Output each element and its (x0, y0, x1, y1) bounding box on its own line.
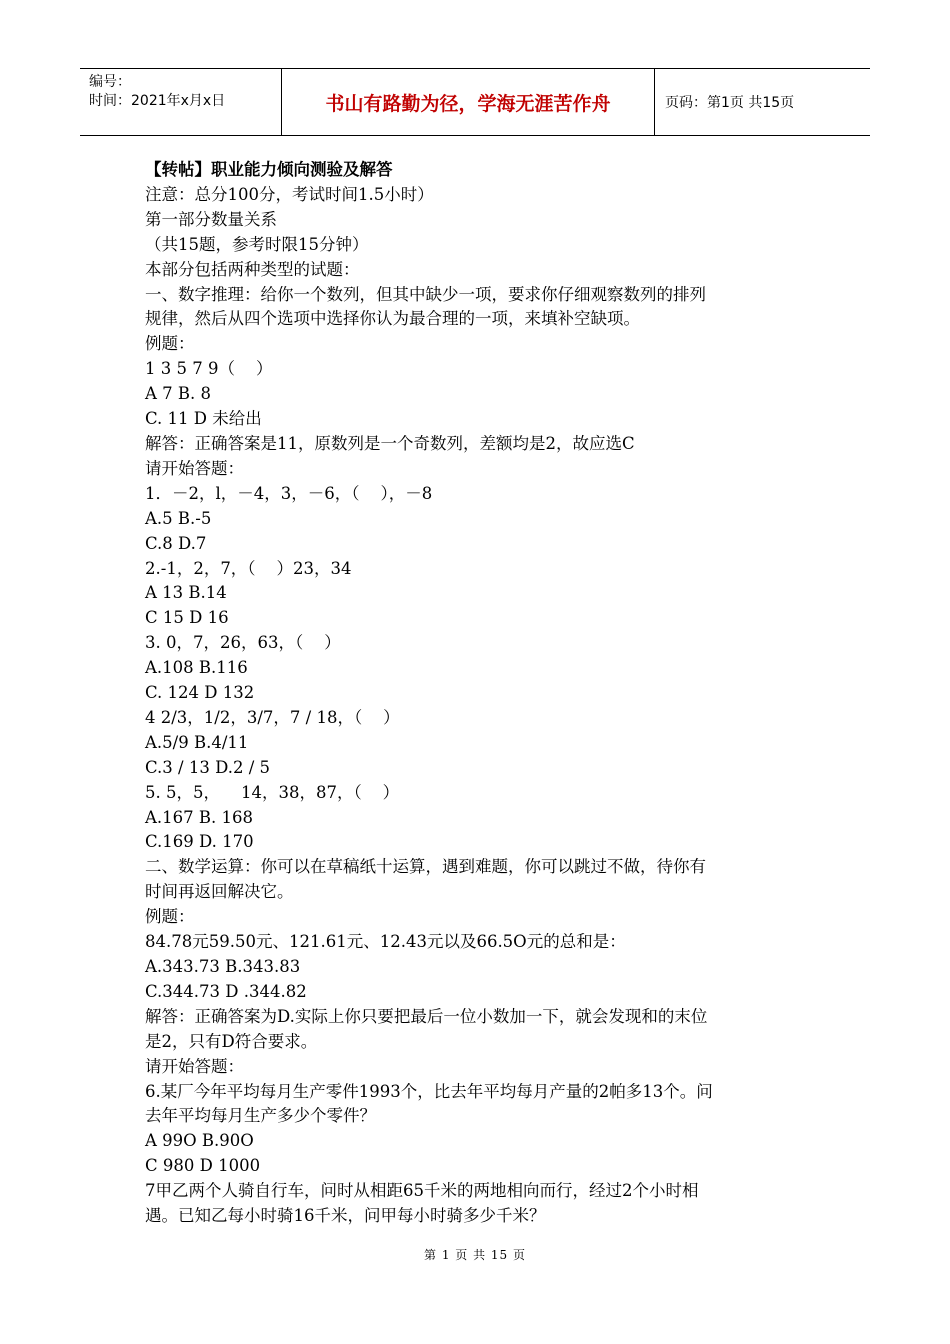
text-line: C.344.73 D .344.82 (145, 981, 307, 1001)
header-page-info: 页码：第1页 共15页 (665, 95, 795, 111)
text-line: 4 2/3，1/2，3/7，7 / 18，（ ） (145, 707, 400, 727)
text-line: 5. 5，5， 14，38，87，（ ） (145, 782, 400, 802)
text-line: 时间再返回解决它。 (145, 882, 294, 902)
text-line: 解答：正确答案为D.实际上你只要把最后一位小数加一下，就会发现和的末位 (145, 1006, 708, 1026)
text-line: C.8 D.7 (145, 533, 207, 553)
text-line: C. 124 D 132 (145, 683, 255, 703)
text-line: C.169 D. 170 (145, 832, 254, 852)
text-line: （共15题，参考时限15分钟） (145, 234, 369, 254)
text-line: 例题： (145, 334, 195, 354)
text-line: A.343.73 B.343.83 (145, 957, 301, 976)
text-line: A 13 B.14 (145, 583, 227, 603)
text-line: A.5/9 B.4/11 (145, 732, 249, 752)
text-line: 1 3 5 7 9（ ） (145, 359, 273, 379)
page-footer: 第 1 页 共 15 页 (424, 1248, 526, 1262)
text-line: A.108 B.116 (145, 658, 248, 678)
text-line: 遇。已知乙每小时骑16千米，问甲每小时骑多少千米？ (145, 1206, 546, 1226)
header-motto: 书山有路勤为径，学海无涯苦作舟 (282, 69, 655, 135)
text-line: A 7 B. 8 (145, 384, 212, 404)
text-line: 解答：正确答案是11，原数列是一个奇数列，差额均是2，故应选C (145, 433, 635, 453)
text-line: 6.某厂今年平均每月生产零件1993个，比去年平均每月产量的2帕多13个。问 (145, 1081, 713, 1101)
text-line: 请开始答题： (145, 458, 244, 478)
page-header (80, 68, 870, 136)
text-line: A.167 B. 168 (145, 807, 254, 827)
text-line: 去年平均每月生产多少个零件？ (145, 1106, 376, 1126)
text-line: 注意：总分100分，考试时间1.5小时） (145, 184, 434, 204)
text-line: C 15 D 16 (145, 608, 229, 628)
text-line: 二、数学运算：你可以在草稿纸十运算，遇到难题，你可以跳过不做，待你有 (145, 857, 706, 877)
serial-label: 编号： (89, 74, 131, 90)
text-line: A.5 B.-5 (145, 508, 212, 528)
text-line: 3. 0，7，26，63，（ ） (145, 633, 341, 653)
text-line: 2.-1，2，7，（ ）23，34 (145, 558, 352, 578)
text-line: A 99O B.90O (145, 1131, 254, 1151)
header-meta (80, 69, 282, 135)
text-line: 84.78元59.50元、121.61元、12.43元以及66.5O元的总和是： (145, 932, 626, 952)
text-line: 一、数字推理：给你一个数列，但其中缺少一项，要求你仔细观察数列的排列 (145, 284, 706, 304)
text-line: C. 11 D 未给出 (145, 409, 262, 429)
document-title: 【转帖】职业能力倾向测验及解答 (145, 160, 393, 179)
text-line: 规律，然后从四个选项中选择你认为最合理的一项，来填补空缺项。 (145, 309, 640, 329)
date-label: 时间：2021年x月x日 (89, 93, 226, 109)
text-line: 第一部分数量关系 (145, 209, 277, 229)
text-line: 本部分包括两种类型的试题： (145, 259, 360, 279)
text-line: 7甲乙两个人骑自行车，问时从相距65千米的两地相向而行，经过2个小时相 (145, 1181, 699, 1201)
document-body (145, 158, 815, 1229)
text-line: C 980 D 1000 (145, 1156, 261, 1176)
text-line: 例题： (145, 907, 195, 927)
text-line: 1．－2，l，－4，3，－6，（ ），－8 (145, 483, 433, 503)
text-line: C.3 / 13 D.2 / 5 (145, 757, 270, 777)
text-line: 请开始答题： (145, 1056, 244, 1076)
text-line: 是2，只有D符合要求。 (145, 1031, 318, 1051)
